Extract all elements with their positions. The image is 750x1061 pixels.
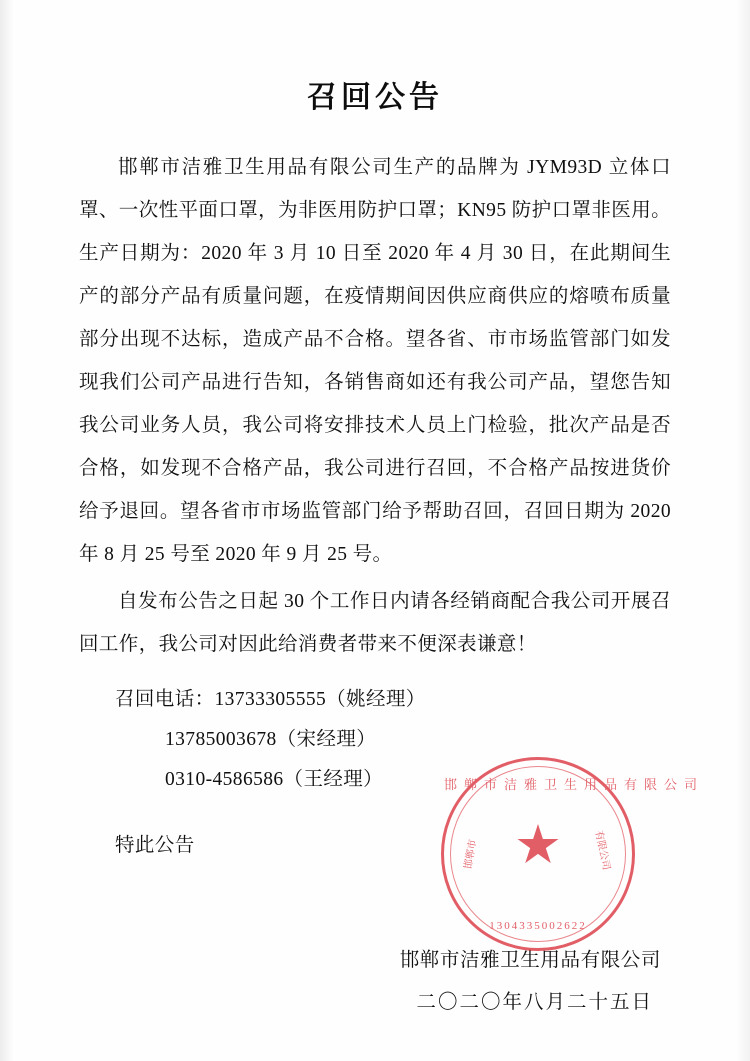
closing-statement: 特此公告	[115, 835, 195, 856]
paragraph-dealer-notice: 自发布公告之日起 30 个工作日内请各经销商配合我公司开展召回工作，我公司对因此给消费者带来不便深表谦意！	[79, 591, 671, 655]
contact-list	[79, 680, 705, 800]
page-title: 召回公告	[307, 81, 443, 114]
seal-company-text: 邯郸市洁雅卫生用品有限公司	[444, 777, 705, 792]
signature-date: 二〇二〇年八月二十五日	[416, 992, 653, 1013]
paragraph-recall-details: 邯郸市洁雅卫生用品有限公司生产的品牌为 JYM93D 立体口罩、一次性平面口罩，为非医用防护口罩；KN95 防护口罩非医用。生产日期为：2020 年 3 月 10 日至 2020 年 4 月 30 日，在此期间生产的部分产品有质量问题，在疫情期间因供应商供应的熔喷布质量部分出现不达标，造成产品不合格。望各省、市市场监管部门如发现我们公司产品进行告知，各销售商如还有我公司产品，望您告知我公司业务人员，我公司将安排技术人员上门检验，批次产品是否合格，如发现不合格产品，我公司进行召回，不合格产品按进货价给予退回。望各省市市场监管部门给予帮助召回，召回日期为 2020 年 8 月 25 号至 2020 年 9 月 25 号。	[79, 157, 671, 565]
seal-side-right-text: 有限公司	[592, 829, 612, 872]
signature-company: 邯郸市洁雅卫生用品有限公司	[399, 950, 661, 971]
document-body	[79, 116, 705, 1024]
list-item-contact-song: 13785003678（宋经理）	[165, 729, 377, 750]
star-icon: ★	[516, 821, 560, 871]
seal-side-left-text: 邯郸市	[462, 838, 479, 871]
seal-registration-number: 1304335002622	[489, 920, 587, 932]
list-item-contact-wang: 0310-4586586（王经理）	[165, 769, 384, 790]
signature-block	[79, 940, 671, 1024]
list-item-contact-yao: 召回电话：13733305555（姚经理）	[115, 689, 426, 710]
